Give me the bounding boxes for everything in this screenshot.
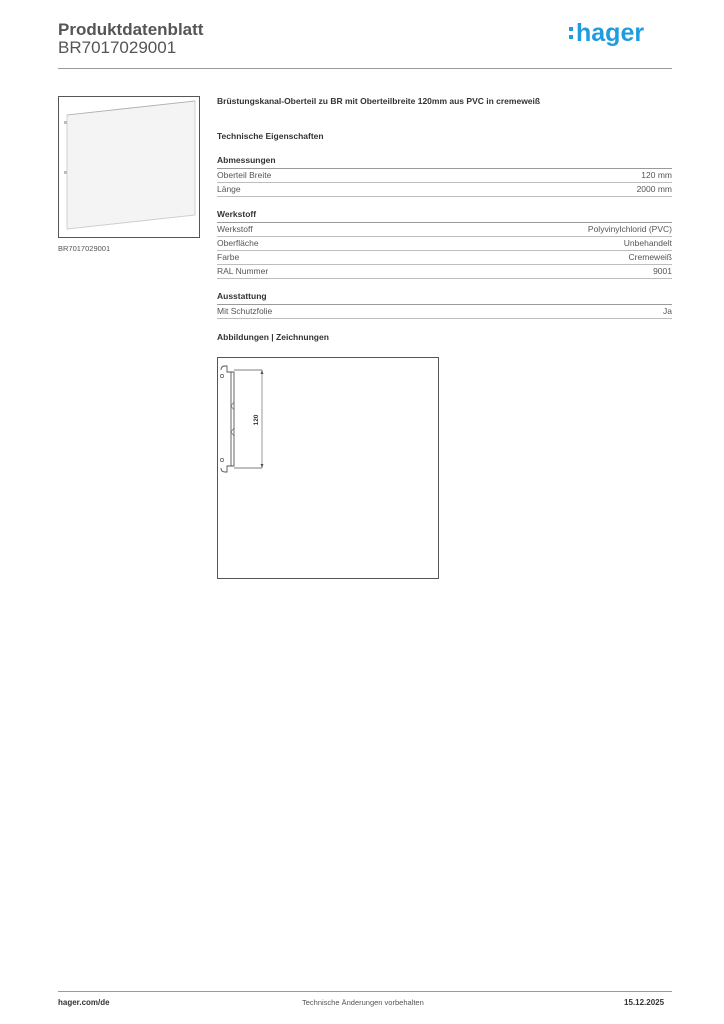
spec-row <box>217 223 672 237</box>
spec-label: RAL Nummer <box>217 266 269 276</box>
spec-content <box>217 96 672 343</box>
spec-group-dimensions <box>217 155 672 197</box>
dimension-label: 120 <box>253 414 260 426</box>
spec-row <box>217 237 672 251</box>
spec-value: Cremeweiß <box>628 252 672 262</box>
footer-date: 15.12.2025 <box>624 998 665 1007</box>
footer-divider <box>58 991 672 992</box>
spec-row <box>217 305 672 319</box>
spec-group-title: Abmessungen <box>217 155 672 169</box>
spec-value: 120 mm <box>641 170 672 180</box>
spec-value: 9001 <box>653 266 672 276</box>
product-description: Brüstungskanal-Oberteil zu BR mit Oberteilbreite 120mm aus PVC in cremeweiß <box>217 96 541 106</box>
spec-value: 2000 mm <box>636 184 672 194</box>
footer-notice: Technische Änderungen vorbehalten <box>302 998 424 1007</box>
technical-drawing <box>217 357 439 579</box>
product-image <box>58 96 200 238</box>
spec-row <box>217 169 672 183</box>
spec-row <box>217 265 672 279</box>
spec-label: Werkstoff <box>217 224 253 234</box>
spec-label: Länge <box>217 184 241 194</box>
product-image-illustration <box>59 97 199 237</box>
spec-group-material <box>217 209 672 279</box>
figures-heading: Abbildungen | Zeichnungen <box>217 332 329 342</box>
profile-drawing <box>218 358 438 578</box>
spec-label: Farbe <box>217 252 240 262</box>
header-divider <box>58 68 672 69</box>
spec-row <box>217 183 672 197</box>
spec-label: Oberfläche <box>217 238 259 248</box>
product-number: BR7017029001 <box>58 38 177 57</box>
spec-group-equipment <box>217 291 672 319</box>
spec-value: Ja <box>663 306 672 316</box>
spec-value: Unbehandelt <box>623 238 672 248</box>
spec-label: Mit Schutzfolie <box>217 306 273 316</box>
spec-group-title: Werkstoff <box>217 209 672 223</box>
brand-text: hager <box>576 19 645 47</box>
product-image-caption: BR7017029001 <box>58 244 111 253</box>
technical-properties-heading: Technische Eigenschaften <box>217 131 324 141</box>
footer-website: hager.com/de <box>58 998 110 1007</box>
document-title: Produktdatenblatt <box>58 20 204 39</box>
spec-group-title: Ausstattung <box>217 291 672 305</box>
spec-value: Polyvinylchlorid (PVC) <box>587 224 672 234</box>
hager-logo <box>566 17 656 47</box>
spec-row <box>217 251 672 265</box>
spec-label: Oberteil Breite <box>217 170 272 180</box>
